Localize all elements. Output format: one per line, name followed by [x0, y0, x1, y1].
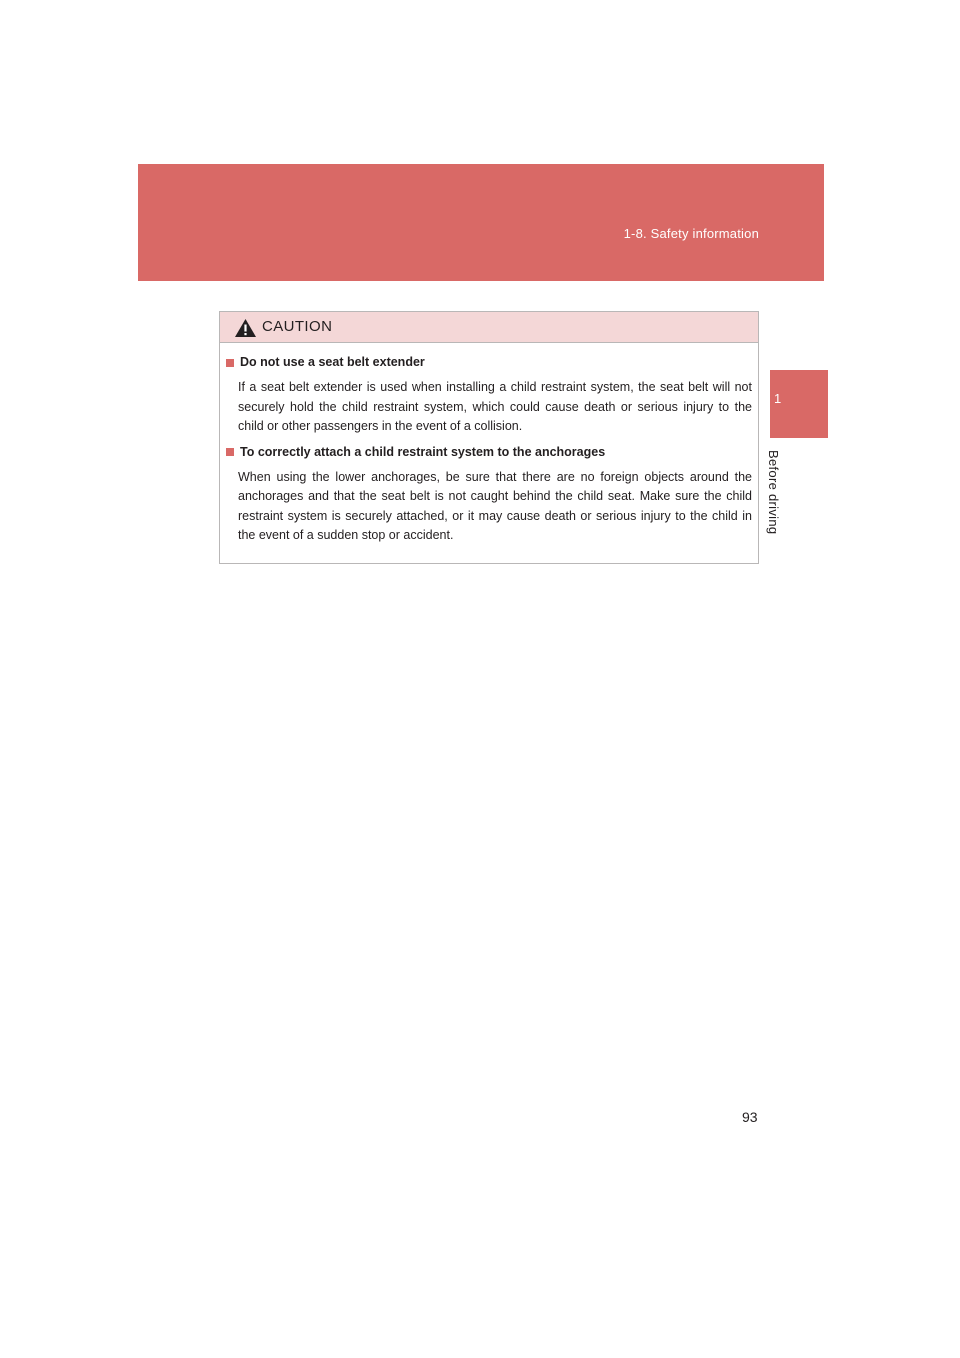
item-text: When using the lower anchorages, be sure that there are no foreign objects around the anchorages and that the seat belt is not caught behind the child seat. Make sure the child restraint system is securely attached, or it may cause death or serious injury to the child in the event of a sudden stop or accident. — [238, 469, 752, 542]
item-heading: Do not use a seat belt extender — [240, 355, 425, 369]
chapter-tab — [770, 370, 828, 438]
header-band — [138, 164, 824, 281]
caution-header — [220, 312, 758, 343]
item-text: If a seat belt extender is used when installing a child restraint system, the seat belt will not securely hold the child restraint system, which could cause death or serious injury to the child or other passengers in the event of a collision. — [238, 380, 752, 433]
caution-title: CAUTION — [262, 318, 333, 335]
caution-item — [226, 444, 752, 546]
chapter-number: 1 — [774, 391, 782, 406]
section-title: 1-8. Safety information — [623, 226, 759, 241]
caution-body — [220, 343, 758, 546]
page-number: 93 — [742, 1109, 758, 1125]
bullet-square-icon — [226, 359, 234, 367]
warning-triangle-icon — [234, 318, 257, 338]
chapter-label: Before driving — [766, 450, 781, 535]
bullet-square-icon — [226, 448, 234, 456]
item-heading: To correctly attach a child restraint system to the anchorages — [240, 444, 606, 459]
caution-item — [226, 354, 752, 437]
caution-box — [219, 311, 759, 564]
